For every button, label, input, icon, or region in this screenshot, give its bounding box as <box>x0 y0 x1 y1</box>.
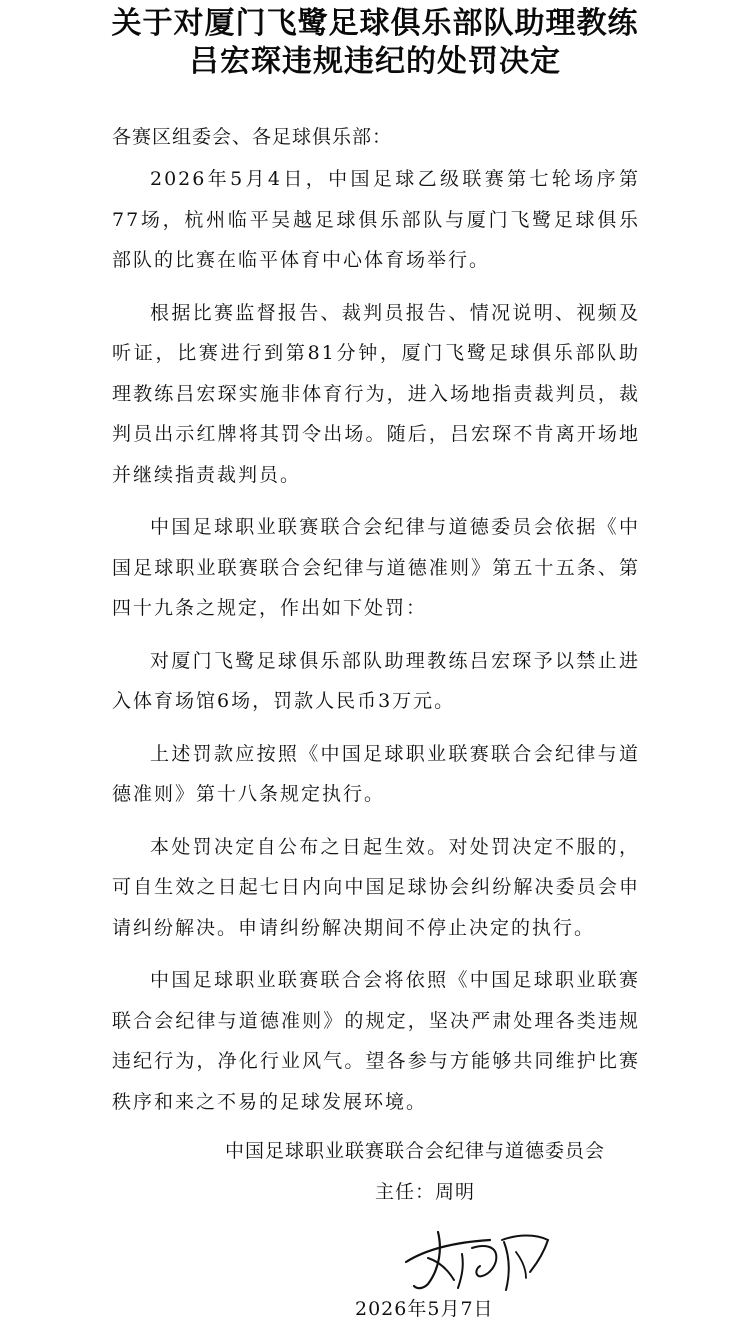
document-title-line-2: 吕宏琛违规违纪的处罚决定 <box>189 44 561 79</box>
paragraph-penalty: 对厦门飞鹭足球俱乐部队助理教练吕宏琛予以禁止进入体育场馆6场，罚款人民币3万元。 <box>112 649 640 712</box>
handwritten-signature-icon <box>398 1218 558 1298</box>
salutation: 各赛区组委会、各足球俱乐部： <box>112 126 393 148</box>
director-line: 主任：周明 <box>375 1181 476 1203</box>
issuer-name: 中国足球职业联赛联合会纪律与道德委员会 <box>224 1140 605 1162</box>
paragraph-effect-appeal: 本处罚决定自公布之日起生效。对处罚决定不服的，可自生效之日起七日内向中国足球协会纠纷解决委员会申请纠纷解决。申请纠纷解决期间不停止决定的执行。 <box>112 835 640 939</box>
paragraph-closing: 中国足球职业联赛联合会将依照《中国足球职业联赛联合会纪律与道德准则》的规定，坚决严肃处理各类违规违纪行为，净化行业风气。望各参与方能够共同维护比赛秩序和来之不易的足球发展环境。 <box>112 969 640 1113</box>
paragraph-incident: 根据比赛监督报告、裁判员报告、情况说明、视频及听证，比赛进行到第81分钟，厦门飞鹭足球俱乐部队助理教练吕宏琛实施非体育行为，进入场地指责裁判员，裁判员出示红牌将其罚令出场。随后，吕宏琛不肯离开场地并继续指责裁判员。 <box>112 301 640 486</box>
paragraph-basis: 中国足球职业联赛联合会纪律与道德委员会依据《中国足球职业联赛联合会纪律与道德准则》第五十五条、第四十九条之规定，作出如下处罚： <box>112 516 640 619</box>
paragraph-match-info: 2026年5月4日，中国足球乙级联赛第七轮场序第77场，杭州临平吴越足球俱乐部队与厦门飞鹭足球俱乐部队的比赛在临平体育中心体育场举行。 <box>112 168 640 271</box>
paragraph-fine-execution: 上述罚款应按照《中国足球职业联赛联合会纪律与道德准则》第十八条规定执行。 <box>112 742 640 805</box>
document-title-line-1: 关于对厦门飞鹭足球俱乐部队助理教练 <box>111 6 639 41</box>
issue-date: 2026年5月7日 <box>355 1298 494 1320</box>
document-body <box>112 159 640 1134</box>
